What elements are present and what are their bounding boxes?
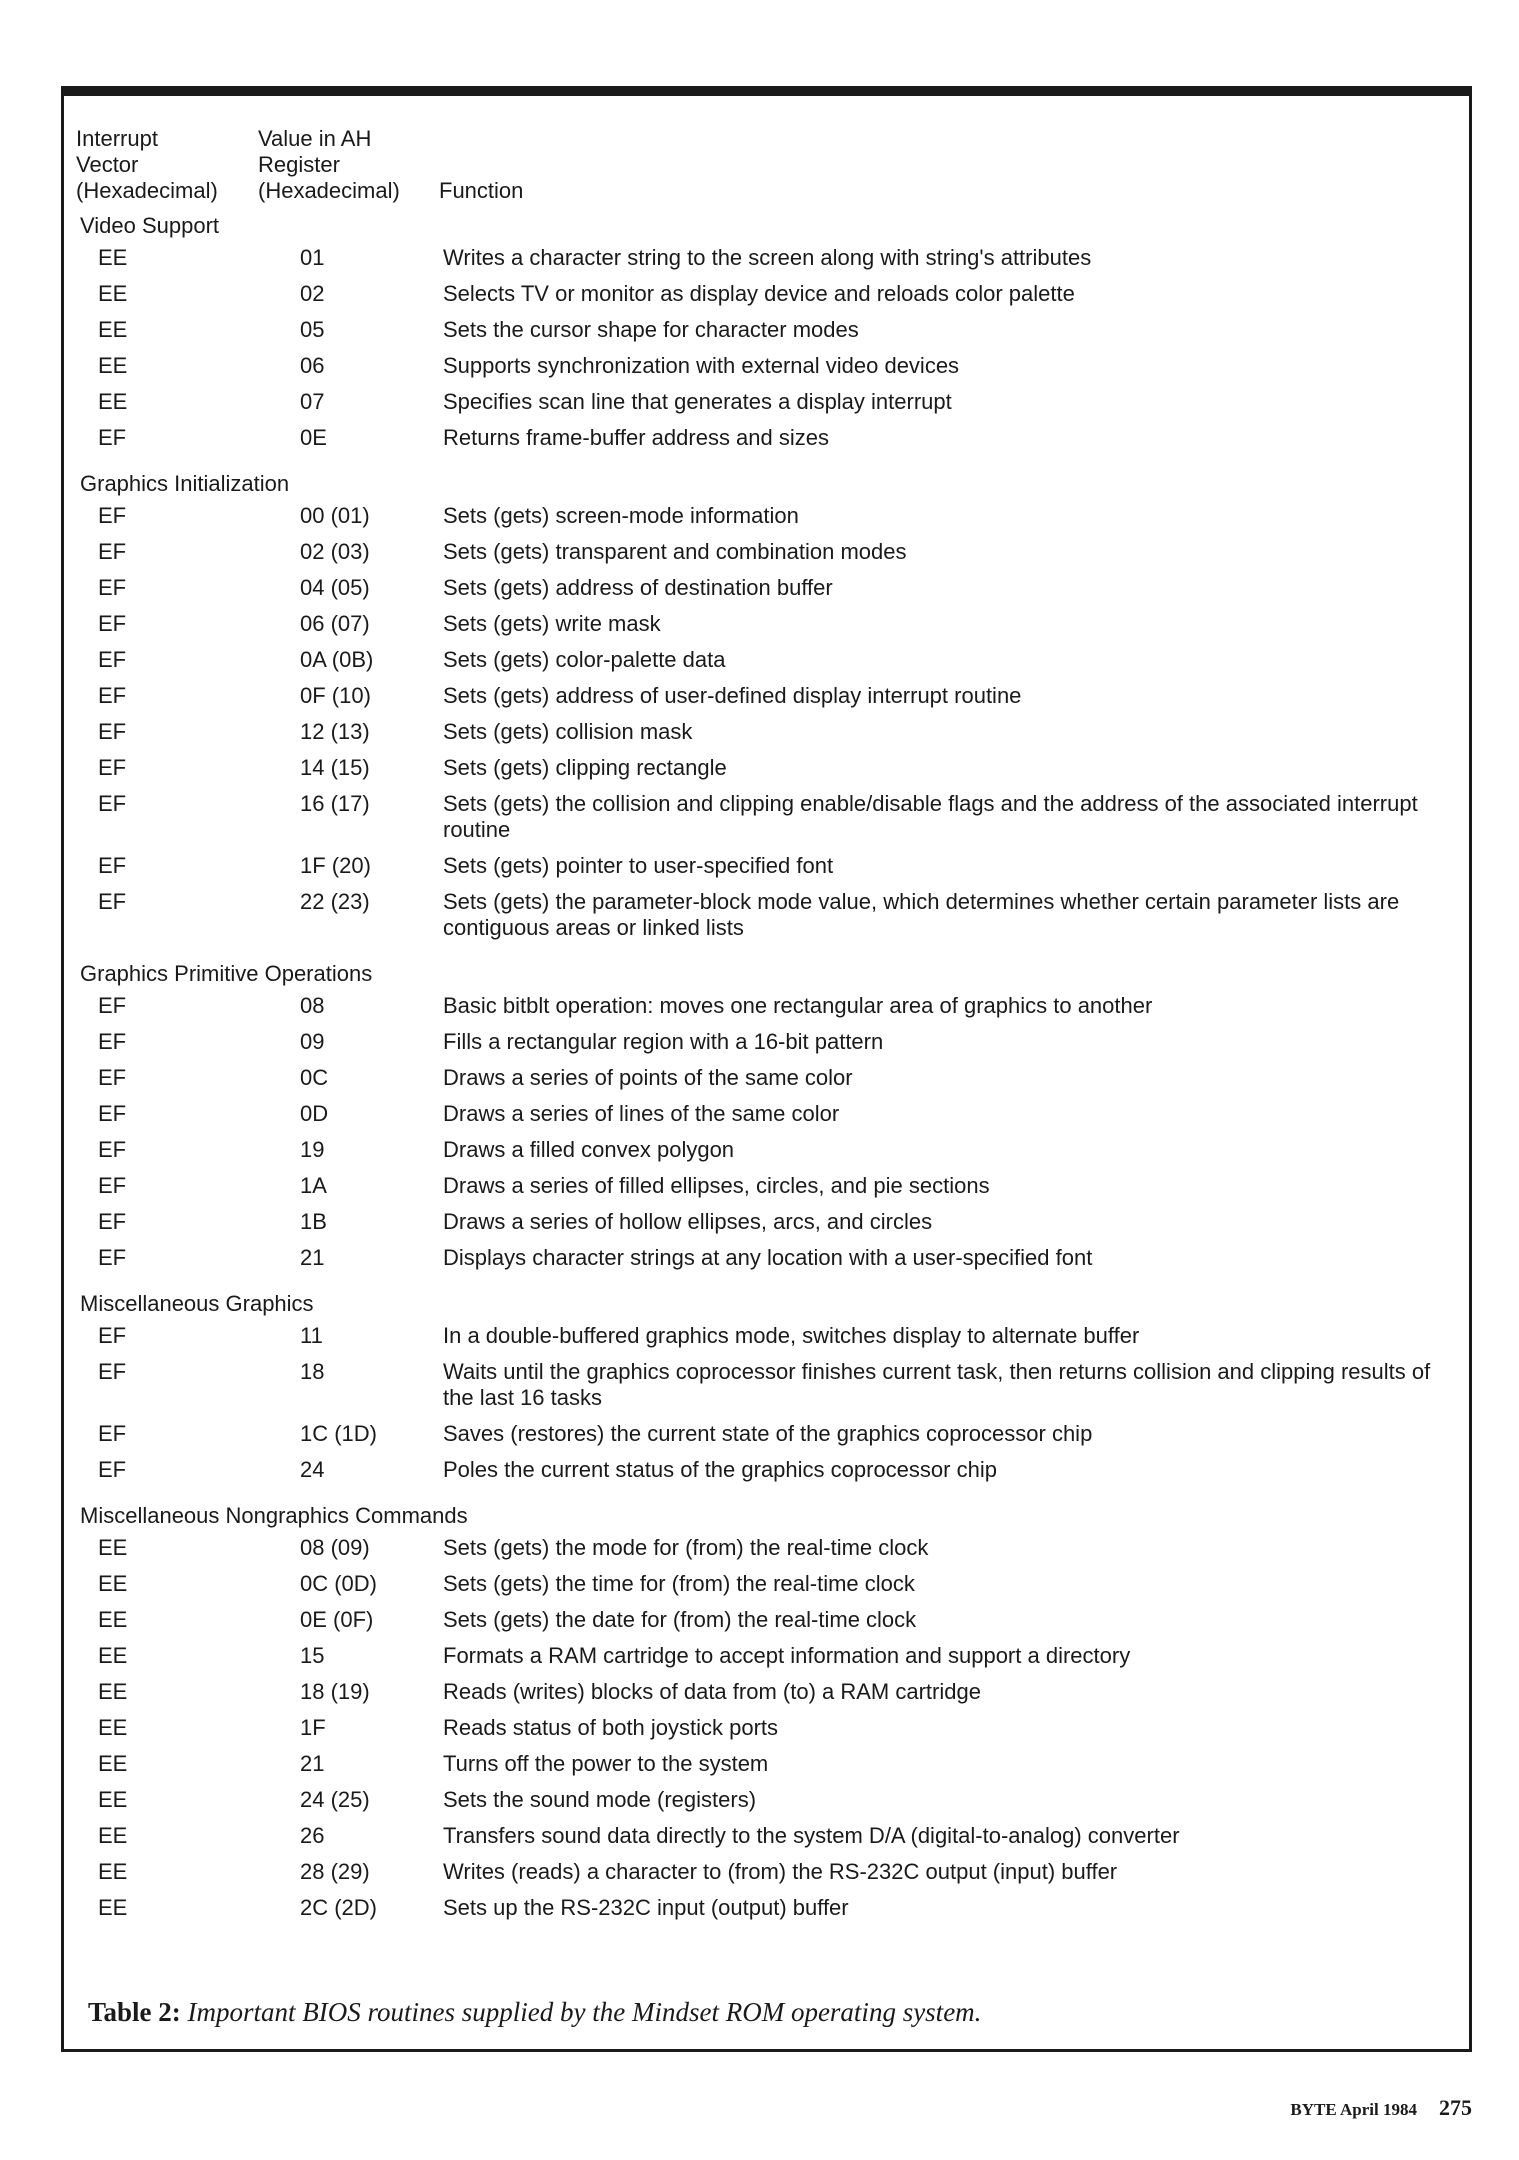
interrupt-vector-cell: EE <box>98 1715 128 1740</box>
function-cell: Sets (gets) address of user-defined display interrupt routine <box>443 683 1022 708</box>
table-row <box>64 1890 1469 1926</box>
interrupt-vector-cell: EF <box>98 611 127 636</box>
function-cell: Sets (gets) the mode for (from) the real-time clock <box>443 1535 929 1560</box>
interrupt-vector-cell: EE <box>98 1679 128 1704</box>
interrupt-vector-cell: EF <box>98 1029 127 1054</box>
ah-value-cell: 07 <box>300 389 325 414</box>
section-title: Graphics Primitive Operations <box>80 961 373 986</box>
table-row <box>64 606 1469 642</box>
interrupt-vector-cell: EF <box>98 1065 127 1090</box>
ah-value-cell: 0E (0F) <box>300 1607 374 1632</box>
function-cell: Sets up the RS-232C input (output) buffer <box>443 1895 849 1920</box>
table-row <box>64 642 1469 678</box>
function-cell: Formats a RAM cartridge to accept information and support a directory <box>443 1643 1131 1668</box>
function-cell: Sets (gets) screen-mode information <box>443 503 799 528</box>
interrupt-vector-cell: EE <box>98 281 128 306</box>
table-row <box>64 848 1469 884</box>
ah-value-cell: 02 (03) <box>300 539 370 564</box>
function-cell: Draws a series of filled ellipses, circles, and pie sections <box>443 1173 990 1198</box>
function-cell: Transfers sound data directly to the system D/A (digital-to-analog) converter <box>443 1823 1180 1848</box>
ah-value-cell: 05 <box>300 317 325 342</box>
page-footer <box>1290 2095 1472 2121</box>
ah-value-cell: 1F <box>300 1715 326 1740</box>
magazine-issue: BYTE April 1984 <box>1290 2100 1417 2119</box>
ah-value-cell: 14 (15) <box>300 755 370 780</box>
table-row <box>64 312 1469 348</box>
interrupt-vector-cell: EE <box>98 1895 128 1920</box>
caption-text: Important BIOS routines supplied by the Mindset ROM operating system. <box>187 1997 982 2027</box>
function-cell: Draws a series of lines of the same color <box>443 1101 840 1126</box>
function-cell: Turns off the power to the system <box>443 1751 769 1776</box>
interrupt-vector-cell: EE <box>98 389 128 414</box>
interrupt-vector-cell: EF <box>98 1245 127 1270</box>
function-cell: Draws a series of points of the same color <box>443 1065 853 1090</box>
interrupt-vector-cell: EE <box>98 1571 128 1596</box>
function-cell: Selects TV or monitor as display device and reloads color palette <box>443 281 1075 306</box>
function-cell: Reads (writes) blocks of data from (to) a RAM cartridge <box>443 1679 981 1704</box>
table-row <box>64 1416 1469 1452</box>
table-row <box>64 678 1469 714</box>
ah-value-cell: 21 <box>300 1245 325 1270</box>
table-row <box>64 1530 1469 1566</box>
function-cell: Sets (gets) color-palette data <box>443 647 726 672</box>
ah-value-cell: 0C <box>300 1065 329 1090</box>
function-cell: Sets (gets) the collision and clipping enable/disable flags and the address of the associated interrupt routine <box>443 791 1418 842</box>
ah-value-cell: 21 <box>300 1751 325 1776</box>
table-row <box>64 348 1469 384</box>
interrupt-vector-cell: EE <box>98 1535 128 1560</box>
ah-value-cell: 18 (19) <box>300 1679 370 1704</box>
function-cell: Writes a character string to the screen along with string's attributes <box>443 245 1092 270</box>
ah-value-cell: 06 (07) <box>300 611 370 636</box>
table-row <box>64 1318 1469 1354</box>
table-row <box>64 1060 1469 1096</box>
table-row <box>64 1452 1469 1488</box>
function-cell: Sets (gets) transparent and combination modes <box>443 539 907 564</box>
section-title: Miscellaneous Nongraphics Commands <box>80 1503 468 1528</box>
function-cell: Sets the cursor shape for character modes <box>443 317 859 342</box>
table-section <box>64 212 1469 456</box>
interrupt-vector-cell: EF <box>98 1173 127 1198</box>
table-row <box>64 1240 1469 1276</box>
function-cell: In a double-buffered graphics mode, switches display to alternate buffer <box>443 1323 1140 1348</box>
table-row <box>64 420 1469 456</box>
interrupt-vector-cell: EF <box>98 719 127 744</box>
function-cell: Displays character strings at any location with a user-specified font <box>443 1245 1093 1270</box>
header-ah-register: Value in AH Register (Hexadecimal) <box>258 126 400 203</box>
ah-value-cell: 1F (20) <box>300 853 371 878</box>
section-title: Video Support <box>80 213 220 238</box>
table-row <box>64 1746 1469 1782</box>
ah-value-cell: 2C (2D) <box>300 1895 378 1920</box>
ah-value-cell: 0D <box>300 1101 329 1126</box>
ah-value-cell: 06 <box>300 353 325 378</box>
ah-value-cell: 0E <box>300 425 327 450</box>
function-cell: Poles the current status of the graphics coprocessor chip <box>443 1457 997 1482</box>
section-title: Graphics Initialization <box>80 471 290 496</box>
ah-value-cell: 0C (0D) <box>300 1571 378 1596</box>
table-row <box>64 276 1469 312</box>
interrupt-vector-cell: EF <box>98 1323 127 1348</box>
section-title: Miscellaneous Graphics <box>80 1291 314 1316</box>
interrupt-vector-cell: EF <box>98 889 127 914</box>
interrupt-vector-cell: EF <box>98 647 127 672</box>
page-number: 275 <box>1439 2095 1472 2120</box>
function-cell: Sets (gets) address of destination buffer <box>443 575 833 600</box>
function-cell: Draws a filled convex polygon <box>443 1137 735 1162</box>
interrupt-vector-cell: EE <box>98 1607 128 1632</box>
table-row <box>64 988 1469 1024</box>
function-cell: Sets (gets) the time for (from) the real-time clock <box>443 1571 915 1596</box>
interrupt-vector-cell: EE <box>98 245 128 270</box>
interrupt-vector-cell: EE <box>98 317 128 342</box>
table-row <box>64 1096 1469 1132</box>
interrupt-vector-cell: EF <box>98 755 127 780</box>
ah-value-cell: 09 <box>300 1029 325 1054</box>
ah-value-cell: 08 (09) <box>300 1535 370 1560</box>
header-function: Function <box>439 178 524 203</box>
table-row <box>64 1566 1469 1602</box>
interrupt-vector-cell: EF <box>98 1101 127 1126</box>
interrupt-vector-cell: EF <box>98 503 127 528</box>
ah-value-cell: 15 <box>300 1643 325 1668</box>
ah-value-cell: 24 (25) <box>300 1787 370 1812</box>
function-cell: Sets (gets) write mask <box>443 611 661 636</box>
ah-value-cell: 19 <box>300 1137 325 1162</box>
function-cell: Returns frame-buffer address and sizes <box>443 425 829 450</box>
interrupt-vector-cell: EF <box>98 853 127 878</box>
interrupt-vector-cell: EF <box>98 539 127 564</box>
ah-value-cell: 00 (01) <box>300 503 370 528</box>
function-cell: Writes (reads) a character to (from) the RS-232C output (input) buffer <box>443 1859 1118 1884</box>
interrupt-vector-cell: EF <box>98 1421 127 1446</box>
table-section <box>64 470 1469 946</box>
table-section <box>64 1290 1469 1488</box>
ah-value-cell: 28 (29) <box>300 1859 370 1884</box>
table-row <box>64 1638 1469 1674</box>
ah-value-cell: 22 (23) <box>300 889 370 914</box>
interrupt-vector-cell: EF <box>98 791 127 816</box>
function-cell: Sets (gets) collision mask <box>443 719 693 744</box>
table-row <box>64 750 1469 786</box>
ah-value-cell: 26 <box>300 1823 325 1848</box>
ah-value-cell: 04 (05) <box>300 575 370 600</box>
interrupt-vector-cell: EF <box>98 425 127 450</box>
table-row <box>64 1674 1469 1710</box>
table-row <box>64 884 1469 946</box>
table-row <box>64 1818 1469 1854</box>
table-row <box>64 1602 1469 1638</box>
table-row <box>64 1354 1469 1416</box>
ah-value-cell: 1A <box>300 1173 327 1198</box>
ah-value-cell: 24 <box>300 1457 325 1482</box>
function-cell: Sets (gets) pointer to user-specified font <box>443 853 834 878</box>
function-cell: Specifies scan line that generates a display interrupt <box>443 389 952 414</box>
interrupt-vector-cell: EF <box>98 575 127 600</box>
table-row <box>64 570 1469 606</box>
header-interrupt-vector: Interrupt Vector (Hexadecimal) <box>76 126 218 203</box>
interrupt-vector-cell: EE <box>98 1787 128 1812</box>
function-cell: Reads status of both joystick ports <box>443 1715 779 1740</box>
interrupt-vector-cell: EE <box>98 1751 128 1776</box>
table-frame <box>61 86 1472 2052</box>
caption-label: Table 2: <box>88 1997 181 2027</box>
interrupt-vector-cell: EE <box>98 1859 128 1884</box>
ah-value-cell: 01 <box>300 245 325 270</box>
ah-value-cell: 0A (0B) <box>300 647 374 672</box>
function-cell: Sets (gets) clipping rectangle <box>443 755 727 780</box>
table-row <box>64 1024 1469 1060</box>
function-cell: Sets (gets) the parameter-block mode value, which determines whether certain parameter lists are contiguous areas or linked lists <box>443 889 1400 940</box>
interrupt-vector-cell: EE <box>98 1823 128 1848</box>
table-row <box>64 786 1469 848</box>
table-body <box>64 212 1469 1940</box>
ah-value-cell: 02 <box>300 281 325 306</box>
interrupt-vector-cell: EF <box>98 1137 127 1162</box>
table-row <box>64 534 1469 570</box>
function-cell: Draws a series of hollow ellipses, arcs, and circles <box>443 1209 933 1234</box>
ah-value-cell: 0F (10) <box>300 683 371 708</box>
ah-value-cell: 1C (1D) <box>300 1421 378 1446</box>
function-cell: Supports synchronization with external video devices <box>443 353 960 378</box>
table-section <box>64 1502 1469 1926</box>
table-caption <box>88 1996 981 2028</box>
interrupt-vector-cell: EF <box>98 1209 127 1234</box>
ah-value-cell: 08 <box>300 993 325 1018</box>
ah-value-cell: 16 (17) <box>300 791 370 816</box>
table-row <box>64 1132 1469 1168</box>
function-cell: Sets (gets) the date for (from) the real-time clock <box>443 1607 917 1632</box>
table-section <box>64 960 1469 1276</box>
interrupt-vector-cell: EE <box>98 353 128 378</box>
function-cell: Saves (restores) the current state of the graphics coprocessor chip <box>443 1421 1093 1446</box>
function-cell: Fills a rectangular region with a 16-bit pattern <box>443 1029 884 1054</box>
table-row <box>64 714 1469 750</box>
table-row <box>64 498 1469 534</box>
table-row <box>64 384 1469 420</box>
interrupt-vector-cell: EE <box>98 1643 128 1668</box>
table-row <box>64 1168 1469 1204</box>
table-row <box>64 1854 1469 1890</box>
table-row <box>64 240 1469 276</box>
function-cell: Sets the sound mode (registers) <box>443 1787 757 1812</box>
ah-value-cell: 1B <box>300 1209 327 1234</box>
interrupt-vector-cell: EF <box>98 683 127 708</box>
interrupt-vector-cell: EF <box>98 1359 127 1384</box>
table-row <box>64 1710 1469 1746</box>
function-cell: Basic bitblt operation: moves one rectangular area of graphics to another <box>443 993 1153 1018</box>
table-row <box>64 1782 1469 1818</box>
table-row <box>64 1204 1469 1240</box>
interrupt-vector-cell: EF <box>98 1457 127 1482</box>
ah-value-cell: 18 <box>300 1359 325 1384</box>
function-cell: Waits until the graphics coprocessor finishes current task, then returns collision and clipping results of the last 16 tasks <box>443 1359 1431 1410</box>
interrupt-vector-cell: EF <box>98 993 127 1018</box>
ah-value-cell: 11 <box>300 1323 323 1348</box>
ah-value-cell: 12 (13) <box>300 719 370 744</box>
